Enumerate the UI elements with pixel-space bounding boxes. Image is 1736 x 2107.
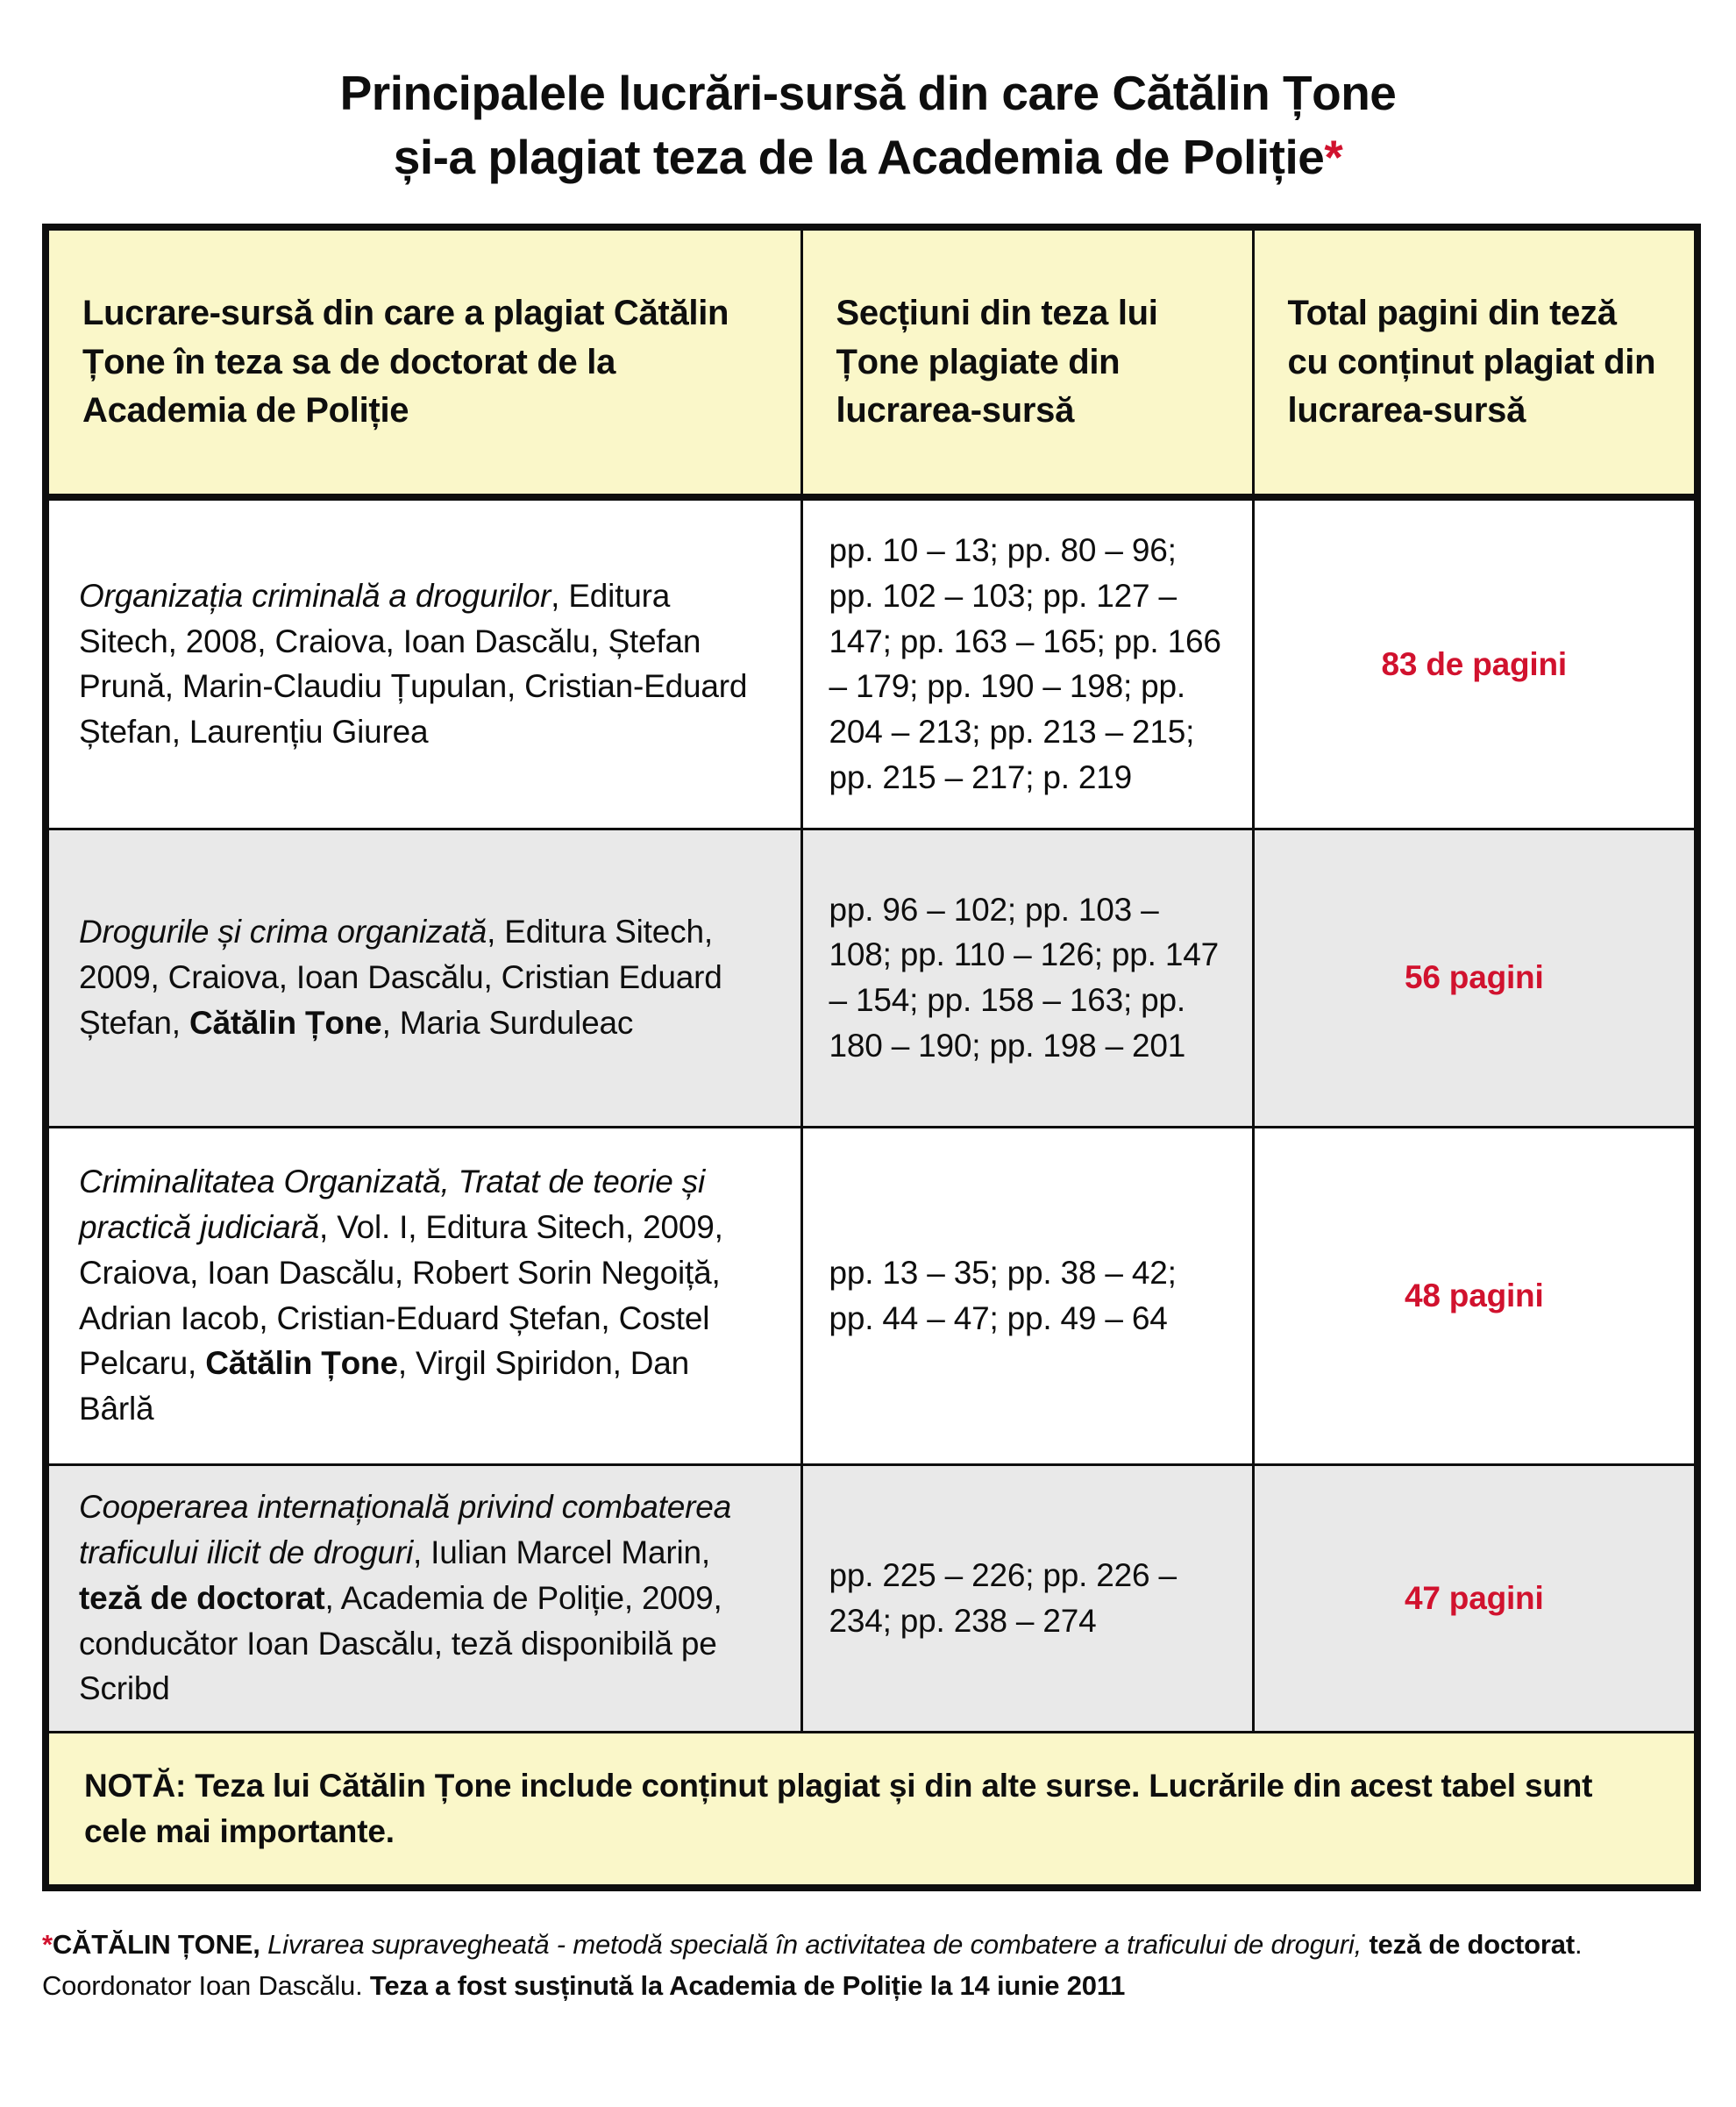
footnote: *CĂTĂLIN ȚONE, Livrarea supravegheată - metodă specială în activitatea de combatere a traficului de droguri, teză de doctorat. Coordonator Ioan Dascălu. Teza a fost susținută la Academia de Poliție la 14 iunie 2011 <box>42 1929 1583 2001</box>
sections-cell: pp. 96 – 102; pp. 103 – 108; pp. 110 – 126; pp. 147 – 154; pp. 158 – 163; pp. 180 – 190; pp. 198 – 201 <box>801 829 1253 1127</box>
title-line-2: și-a plagiat teza de la Academia de Poliție <box>393 129 1325 184</box>
source-work-cell: Criminalitatea Organizată, Tratat de teorie și practică judiciară, Vol. I, Editura Sitech, 2009, Craiova, Ioan Dascălu, Robert Sorin Negoiță, Adrian Iacob, Cristian-Eduard Ștefan, Costel Pelcaru, Cătălin Țone, Virgil Spiridon, Dan Bârlă <box>46 1127 801 1464</box>
note-row <box>46 1732 1697 1888</box>
total-pages-cell: 56 pagini <box>1253 829 1697 1127</box>
total-pages-cell: 83 de pagini <box>1253 497 1697 829</box>
title-asterisk: * <box>1324 129 1343 184</box>
source-work-cell: Drogurile și crima organizată, Editura Sitech, 2009, Craiova, Ioan Dascălu, Cristian Eduard Ștefan, Cătălin Țone, Maria Surduleac <box>46 829 801 1127</box>
total-pages-cell: 47 pagini <box>1253 1464 1697 1732</box>
infographic-page <box>0 61 1736 2006</box>
note-cell: NOTĂ: Teza lui Cătălin Țone include conținut plagiat și din alte surse. Lucrările din acest tabel sunt cele mai importante. <box>46 1732 1697 1888</box>
source-work-cell: Cooperarea internațională privind combaterea traficului ilicit de droguri, Iulian Marcel Marin, teză de doctorat, Academia de Poliție, 2009, conducător Ioan Dascălu, teză disponibilă pe Scribd <box>46 1464 801 1732</box>
table-row <box>46 1464 1697 1732</box>
total-pages-cell: 48 pagini <box>1253 1127 1697 1464</box>
table-header-row <box>46 227 1697 497</box>
column-header-plagiarized-sections: Secțiuni din teza lui Țone plagiate din lucrarea-sursă <box>801 227 1253 497</box>
source-work-cell: Organizația criminală a drogurilor, Editura Sitech, 2008, Craiova, Ioan Dascălu, Ștefan Prună, Marin-Claudiu Țupulan, Cristian-Eduard Ștefan, Laurențiu Giurea <box>46 497 801 829</box>
table-row <box>46 829 1697 1127</box>
title-line-1: Principalele lucrări-sursă din care Cătălin Țone <box>339 66 1397 120</box>
sections-cell: pp. 13 – 35; pp. 38 – 42; pp. 44 – 47; pp. 49 – 64 <box>801 1127 1253 1464</box>
sections-cell: pp. 225 – 226; pp. 226 – 234; pp. 238 – 274 <box>801 1464 1253 1732</box>
table-row <box>46 497 1697 829</box>
page-title <box>35 61 1701 189</box>
column-header-source-work: Lucrare-sursă din care a plagiat Cătălin Țone în teza sa de doctorat de la Academia de Poliție <box>46 227 801 497</box>
sections-cell: pp. 10 – 13; pp. 80 – 96; pp. 102 – 103; pp. 127 – 147; pp. 163 – 165; pp. 166 – 179; pp. 190 – 198; pp. 204 – 213; pp. 213 – 215; pp. 215 – 217; p. 219 <box>801 497 1253 829</box>
table-row <box>46 1127 1697 1464</box>
column-header-total-pages: Total pagini din teză cu conținut plagiat din lucrarea-sursă <box>1253 227 1697 497</box>
plagiarism-sources-table <box>42 224 1701 1891</box>
